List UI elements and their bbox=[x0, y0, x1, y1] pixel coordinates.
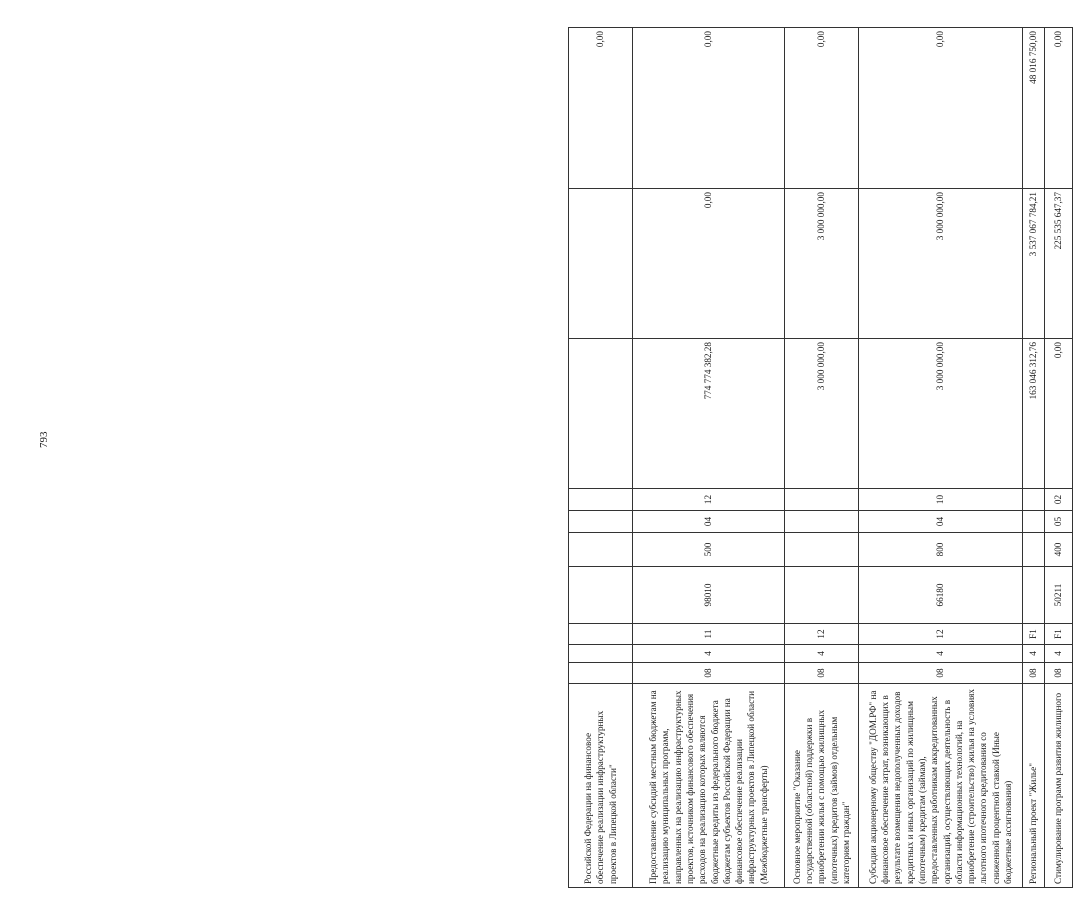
code-expense-type bbox=[785, 533, 859, 567]
code-section: 08 bbox=[1023, 663, 1045, 684]
code-section: 08 bbox=[859, 663, 1023, 684]
amount-year-1: 3 000 000,00 bbox=[785, 339, 859, 489]
code-razdel bbox=[1023, 511, 1045, 533]
code-direction: 66180 bbox=[859, 567, 1023, 624]
code-podrazdel: 12 bbox=[633, 489, 785, 511]
table-row bbox=[859, 28, 1023, 888]
amount-year-1: 3 000 000,00 bbox=[859, 339, 1023, 489]
table-row bbox=[1045, 28, 1073, 888]
code-subprogram: 11 bbox=[633, 624, 785, 645]
code-program: 4 bbox=[785, 645, 859, 663]
amount-year-2: 3 537 067 784,21 bbox=[1023, 189, 1045, 339]
code-podrazdel bbox=[569, 489, 633, 511]
code-program: 4 bbox=[1023, 645, 1045, 663]
amount-year-2: 225 535 647,37 bbox=[1045, 189, 1073, 339]
code-program: 4 bbox=[1045, 645, 1073, 663]
code-direction bbox=[569, 567, 633, 624]
code-section: 08 bbox=[1045, 663, 1073, 684]
code-section: 08 bbox=[633, 663, 785, 684]
code-razdel: 05 bbox=[1045, 511, 1073, 533]
amount-year-1 bbox=[569, 339, 633, 489]
code-subprogram bbox=[569, 624, 633, 645]
code-direction bbox=[1023, 567, 1045, 624]
code-direction: 50211 bbox=[1045, 567, 1073, 624]
code-direction bbox=[785, 567, 859, 624]
rotated-page-content bbox=[568, 28, 1072, 888]
code-podrazdel: 02 bbox=[1045, 489, 1073, 511]
code-razdel bbox=[785, 511, 859, 533]
code-razdel: 04 bbox=[859, 511, 1023, 533]
table-row bbox=[633, 28, 785, 888]
code-section: 08 bbox=[785, 663, 859, 684]
code-razdel bbox=[569, 511, 633, 533]
row-name: Основное мероприятие "Оказание государственной (областной) поддержки в приобретении жилья с помощью жилищных (ипотечных) кредитов (займов) отдельным категориям граждан" bbox=[785, 684, 859, 888]
code-podrazdel bbox=[1023, 489, 1045, 511]
amount-year-1: 774 774 382,28 bbox=[633, 339, 785, 489]
row-name: Предоставление субсидий местным бюджетам на реализацию муниципальных программ, направленных на реализацию инфраструктурных проектов, источником финансового обеспечения расходов на реализацию которых являются бюджетные кредиты из федерального бюджета бюджетам субъектов Российской Федерации на финансовое обеспечение реализации инфраструктурных проектов в Липецкой области (Межбюджетные трансферты) bbox=[633, 684, 785, 888]
amount-year-3: 0,00 bbox=[859, 28, 1023, 189]
amount-year-3: 0,00 bbox=[569, 28, 633, 189]
code-subprogram: 12 bbox=[859, 624, 1023, 645]
amount-year-3: 48 016 750,00 bbox=[1023, 28, 1045, 189]
amount-year-2: 3 000 000,00 bbox=[785, 189, 859, 339]
code-expense-type: 500 bbox=[633, 533, 785, 567]
code-razdel: 04 bbox=[633, 511, 785, 533]
amount-year-2 bbox=[569, 189, 633, 339]
code-direction: 98010 bbox=[633, 567, 785, 624]
page-number: 793 bbox=[38, 431, 50, 448]
amount-year-3: 0,00 bbox=[633, 28, 785, 189]
code-podrazdel: 10 bbox=[859, 489, 1023, 511]
code-program: 4 bbox=[859, 645, 1023, 663]
code-expense-type: 400 bbox=[1045, 533, 1073, 567]
code-section bbox=[569, 663, 633, 684]
code-expense-type bbox=[569, 533, 633, 567]
budget-table bbox=[568, 27, 1073, 888]
row-name: Стимулирование программ развития жилищного bbox=[1045, 684, 1073, 888]
row-name: Субсидии акционерному обществу "ДОМ.РФ" на финансовое обеспечение затрат, возникающих в результате возмещения недополученных доходов кредитных и иных организаций по жилищным (ипотечным) кредитам (займам), предоставленных работникам аккредитованных организаций, осуществляющих деятельность в области информационных технологий, на приобретение (строительство) жилья на условиях льготного ипотечного кредитования со сниженной процентной ставкой (Иные бюджетные ассигнования) bbox=[859, 684, 1023, 888]
code-expense-type: 800 bbox=[859, 533, 1023, 567]
row-name: Российской Федерации на финансовое обеспечение реализации инфраструктурных проектов в Липецкой области" bbox=[569, 684, 633, 888]
table-row bbox=[569, 28, 633, 888]
amount-year-2: 3 000 000,00 bbox=[859, 189, 1023, 339]
code-program: 4 bbox=[633, 645, 785, 663]
amount-year-1: 163 046 312,76 bbox=[1023, 339, 1045, 489]
code-subprogram: F1 bbox=[1045, 624, 1073, 645]
amount-year-3: 0,00 bbox=[785, 28, 859, 189]
table-row bbox=[785, 28, 859, 888]
code-expense-type bbox=[1023, 533, 1045, 567]
table-row bbox=[1023, 28, 1045, 888]
amount-year-2: 0,00 bbox=[633, 189, 785, 339]
amount-year-3: 0,00 bbox=[1045, 28, 1073, 189]
code-subprogram: F1 bbox=[1023, 624, 1045, 645]
amount-year-1: 0,00 bbox=[1045, 339, 1073, 489]
code-podrazdel bbox=[785, 489, 859, 511]
row-name: Региональный проект "Жилье" bbox=[1023, 684, 1045, 888]
code-program bbox=[569, 645, 633, 663]
code-subprogram: 12 bbox=[785, 624, 859, 645]
